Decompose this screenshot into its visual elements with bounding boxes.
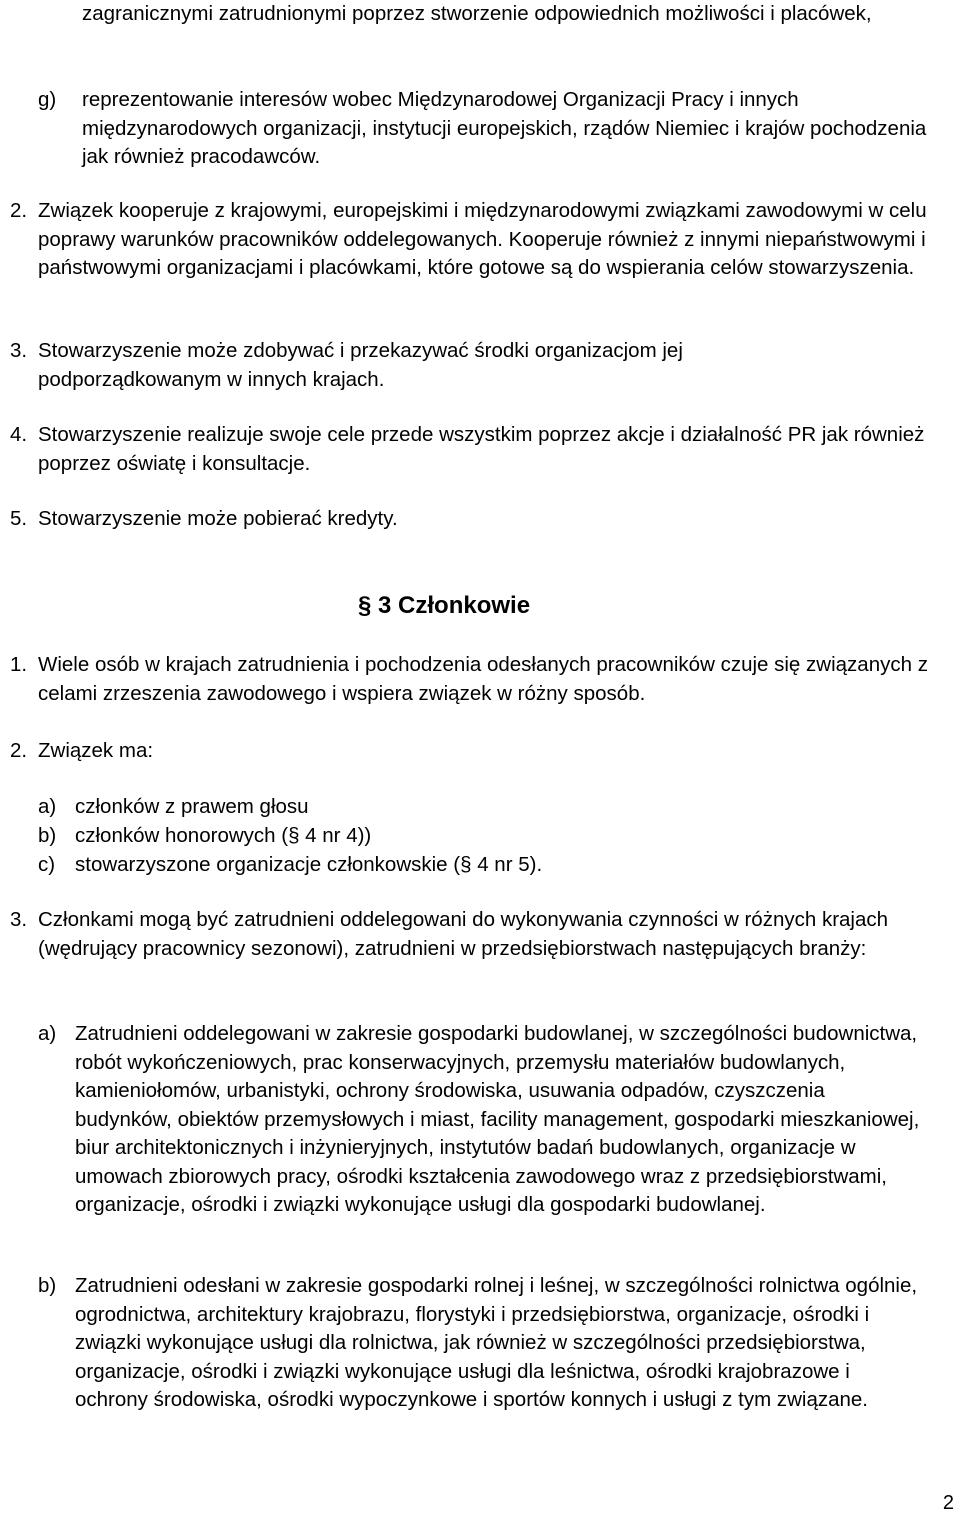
paragraph-text: Stowarzyszenie może zdobywać i przekazywać środki organizacjom jej podporządkowanym w innych krajach.	[38, 339, 683, 391]
paragraph-number: 3.	[10, 908, 28, 931]
continuation-text: zagranicznymi zatrudnionymi poprzez stworzenie odpowiednich możliwości i placówek,	[82, 2, 872, 25]
list-marker: b)	[38, 1274, 57, 1297]
section-symbol: §	[460, 853, 472, 876]
page-number: 2	[942, 1492, 954, 1514]
list-marker: a)	[38, 795, 57, 818]
list-marker: c)	[38, 853, 56, 876]
section-symbol: §	[358, 592, 372, 619]
section-heading	[358, 588, 530, 624]
paragraph-number: 1.	[10, 653, 28, 676]
list-marker: a)	[38, 1022, 57, 1045]
list-marker: b)	[38, 824, 57, 847]
list-item-text: członków z prawem głosu	[75, 795, 309, 818]
paragraph-number: 3.	[10, 339, 28, 362]
list-item-text: reprezentowanie interesów wobec Międzynarodowej Organizacji Pracy i innych międzynarodowych organizacji, instytucji europejskich, rządów Niemiec i krajów pochodzenia jak również pracodawców.	[82, 88, 927, 168]
paragraph-number: 2.	[10, 199, 28, 222]
paragraph-number: 4.	[10, 423, 28, 446]
list-item-text: członków honorowych (§ 4 nr 4))	[75, 824, 372, 847]
paragraph-text: Członkami mogą być zatrudnieni oddelegowani do wykonywania czynności w różnych krajach (wędrujący pracownicy sezonowi), zatrudnieni w przedsiębiorstwach następujących branży:	[38, 908, 889, 960]
paragraph-text: Wiele osób w krajach zatrudnienia i pochodzenia odesłanych pracowników czuje się związanych z celami zrzeszenia zawodowego i wspiera związek w różny sposób.	[38, 653, 928, 705]
section-title: 3 Członkowie	[378, 592, 531, 619]
list-item-text: Zatrudnieni odesłani w zakresie gospodarki rolnej i leśnej, w szczególności rolnictwa ogólnie, ogrodnictwa, architektury krajobrazu, florystyki i przedsiębiorstwa, organizacje, ośrodki i związki wykonujące usługi dla rolnictwa, jak również w szczególności przedsiębiorstwa, organizacje, ośrodki i związki wykonujące usługi dla leśnictwa, ośrodki krajobrazowe i ochrony środowiska, ośrodki wypoczynkowe i sportów konnych i usługi z tym związane.	[75, 1274, 918, 1411]
paragraph-number: 2.	[10, 739, 28, 762]
paragraph-text: Związek ma:	[38, 739, 154, 762]
paragraph-text: Związek kooperuje z krajowymi, europejskimi i międzynarodowymi związkami zawodowymi w celu poprawy warunków pracowników oddelegowanych. Kooperuje również z innymi niepaństwowymi i państwowymi organizacjami i placówkami, które gotowe są do wspierania celów stowarzyszenia.	[38, 199, 927, 279]
paragraph-text: Stowarzyszenie realizuje swoje cele przede wszystkim poprzez akcje i działalność PR jak również poprzez oświatę i konsultacje.	[38, 423, 925, 475]
list-item-text: Zatrudnieni oddelegowani w zakresie gospodarki budowlanej, w szczególności budownictwa, robót wykończeniowych, prac konserwacyjnych, przemysłu materiałów budowlanych, kamieniołomów, urbanistyki, ochrony środowiska, usuwania odpadów, czyszczenia budynków, obiektów przemysłowych i miast, facility management, gospodarki mieszkaniowej, biur architektonicznych i inżynieryjnych, instytutów badań budowlanych, organizacje w umowach zbiorowych pracy, ośrodki kształcenia zawodowego wraz z przedsiębiorstwami, organizacje, ośrodki i związki wykonujące usługi dla gospodarki budowlanej.	[75, 1022, 920, 1216]
paragraph-number: 5.	[10, 507, 28, 530]
section-symbol: §	[288, 824, 300, 847]
paragraph-text: Stowarzyszenie może pobierać kredyty.	[38, 507, 398, 530]
list-marker: g)	[38, 88, 57, 111]
list-item-text: stowarzyszone organizacje członkowskie (§ 4 nr 5).	[75, 853, 543, 876]
